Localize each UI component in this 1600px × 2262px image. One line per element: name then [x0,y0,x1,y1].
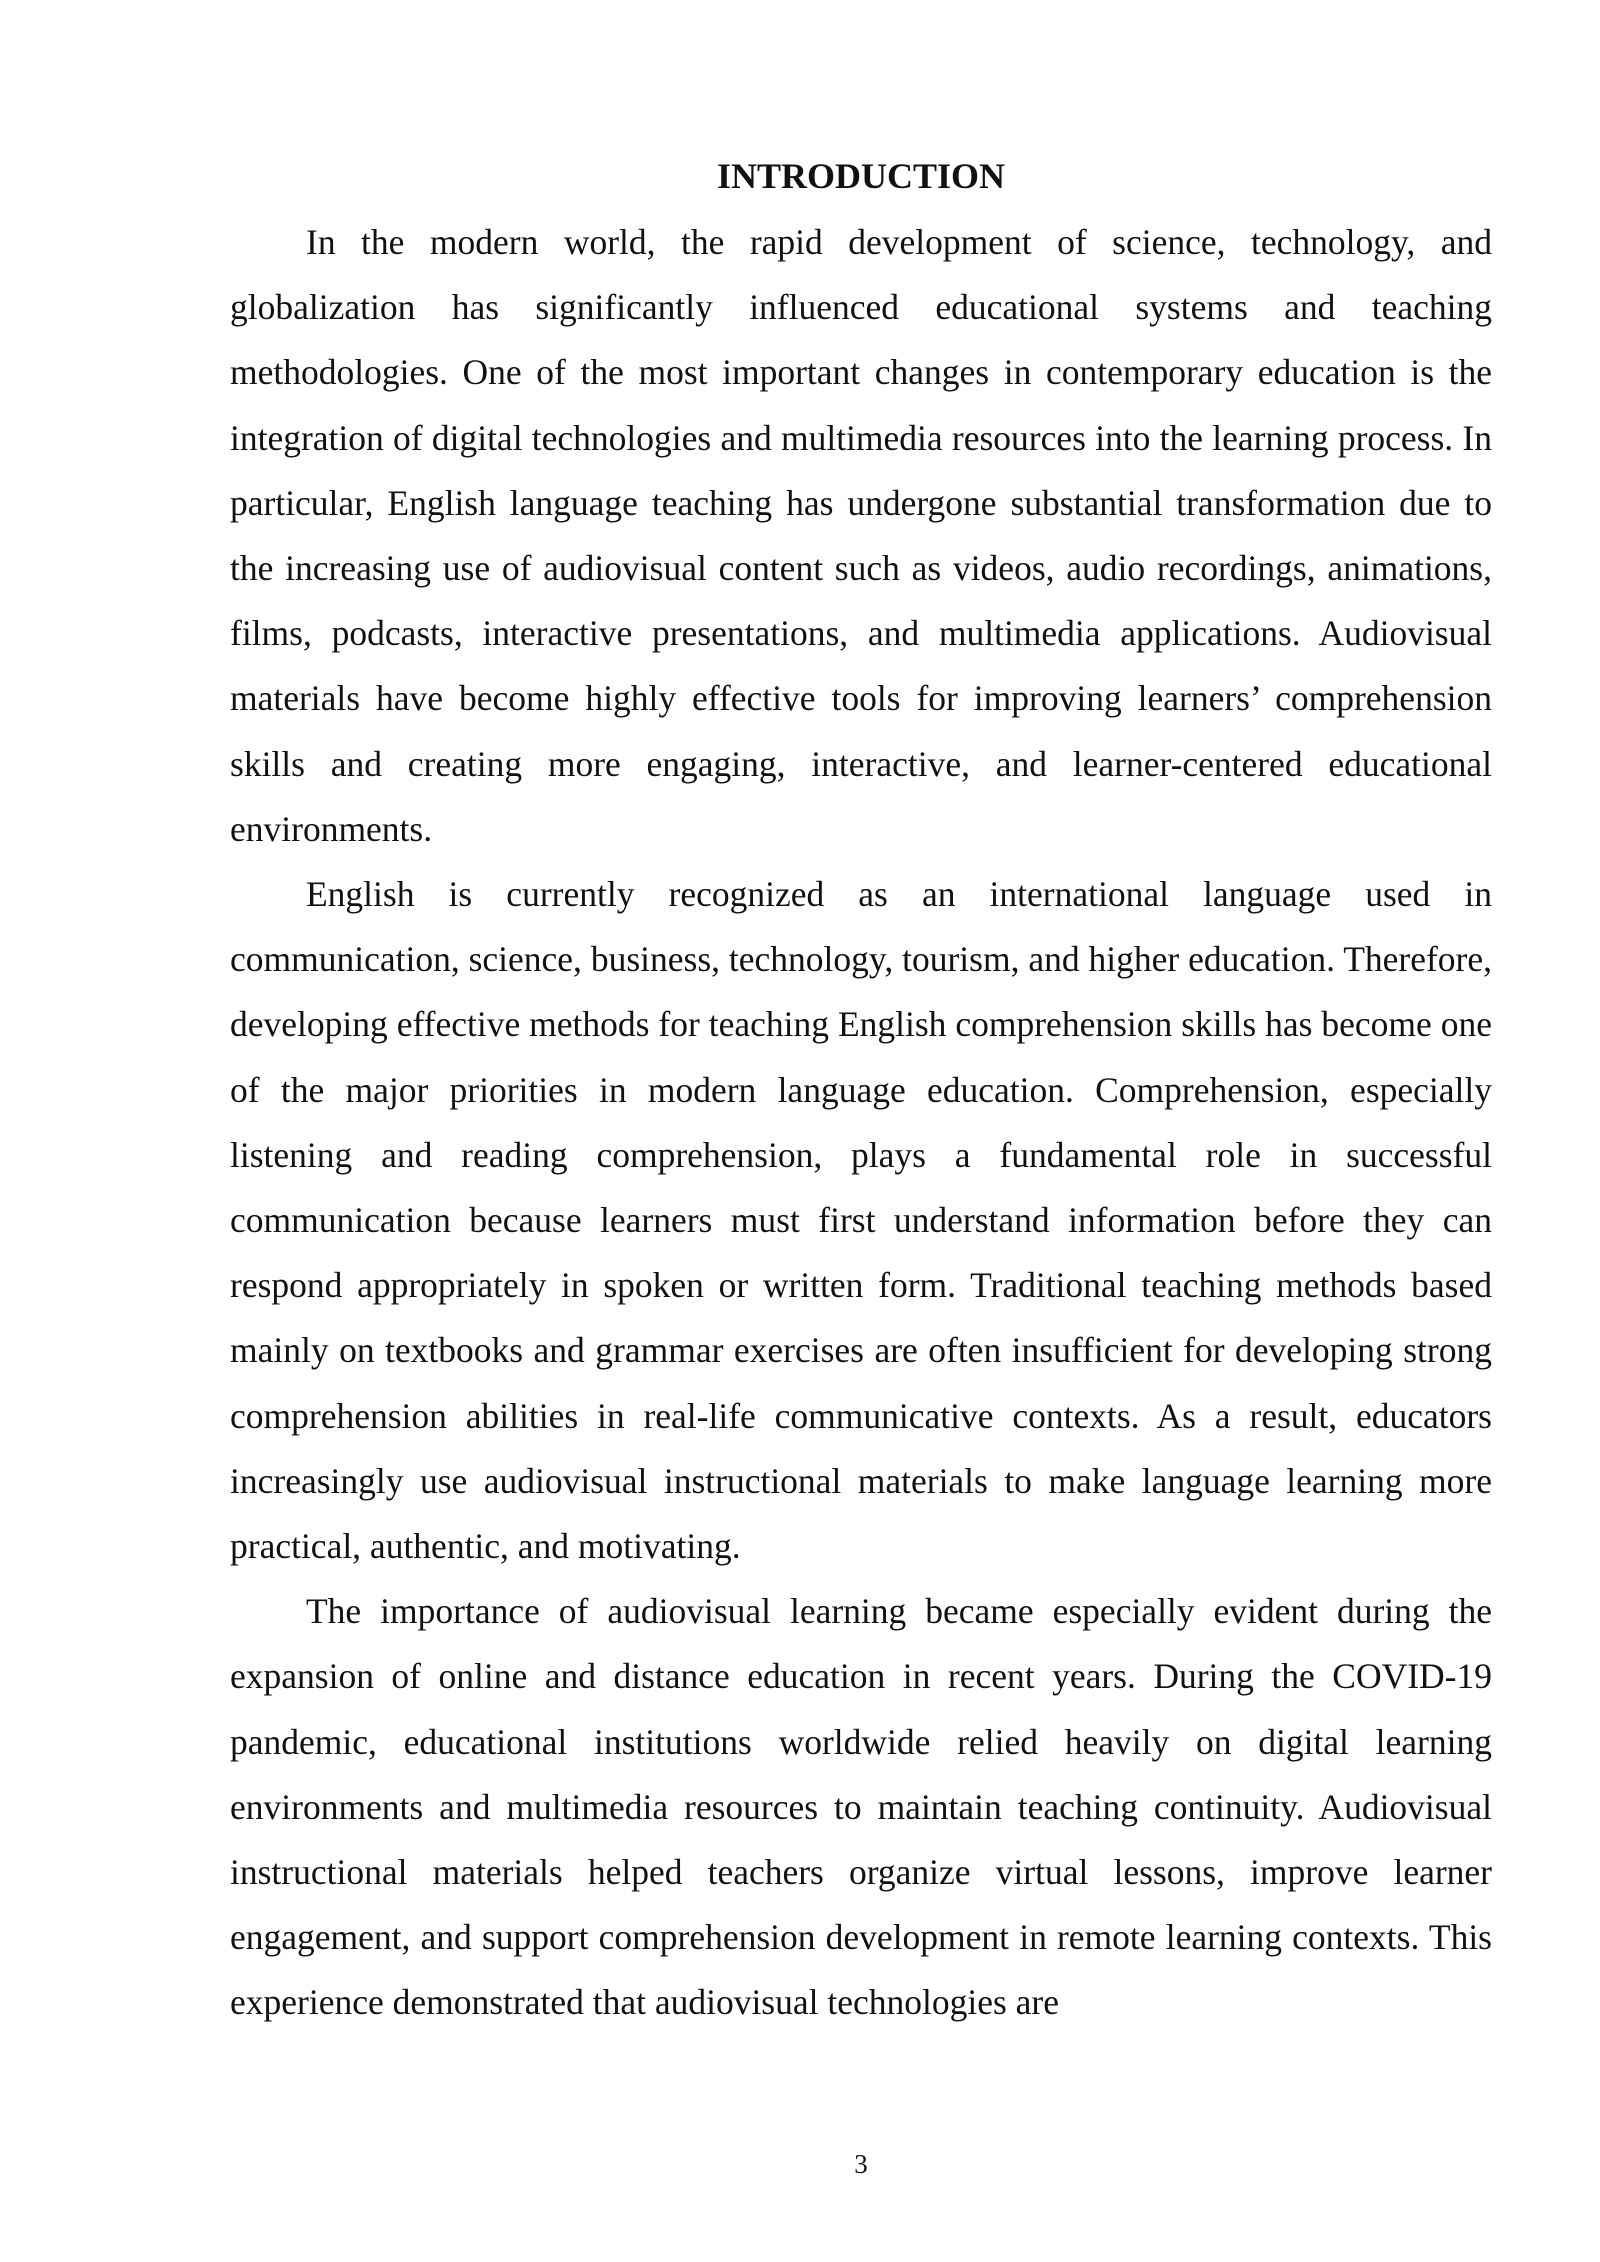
section-heading: INTRODUCTION [716,156,1006,196]
paragraph-3: The importance of audiovisual learning became especially evident during the expansion of online and distance education in recent years. During the COVID-19 pandemic, educational institutions worldwide relied heavily on digital learning environments and multimedia resources to maintain teaching continuity. Audiovisual instructional materials helped teachers organize virtual lessons, improve learner engagement, and support comprehension development in remote learning contexts. This experience demonstrated that audiovisual technologies are [230,1591,1492,2023]
body-text [230,210,1492,2036]
paragraph-1: In the modern world, the rapid development of science, technology, and globalization has significantly influenced educational systems and teaching methodologies. One of the most important changes in contemporary education is the integration of digital technologies and multimedia resources into the learning process. In particular, English language teaching has undergone substantial transformation due to the increasing use of audiovisual content such as videos, audio recordings, animations, films, podcasts, interactive presentations, and multimedia applications. Audiovisual materials have become highly effective tools for improving learners’ comprehension skills and creating more engaging, interactive, and learner-centered educational environments. [230,222,1492,849]
paragraph-2: English is currently recognized as an international language used in communication, science, business, technology, tourism, and higher education. Therefore, developing effective methods for teaching English comprehension skills has become one of the major priorities in modern language education. Comprehension, especially listening and reading comprehension, plays a fundamental role in successful communication because learners must first understand information before they can respond appropriately in spoken or written form. Traditional teaching methods based mainly on textbooks and grammar exercises are often insufficient for developing strong comprehension abilities in real-life communicative contexts. As a result, educators increasingly use audiovisual instructional materials to make language learning more practical, authentic, and motivating. [230,874,1492,1567]
page-number: 3 [854,2149,868,2179]
